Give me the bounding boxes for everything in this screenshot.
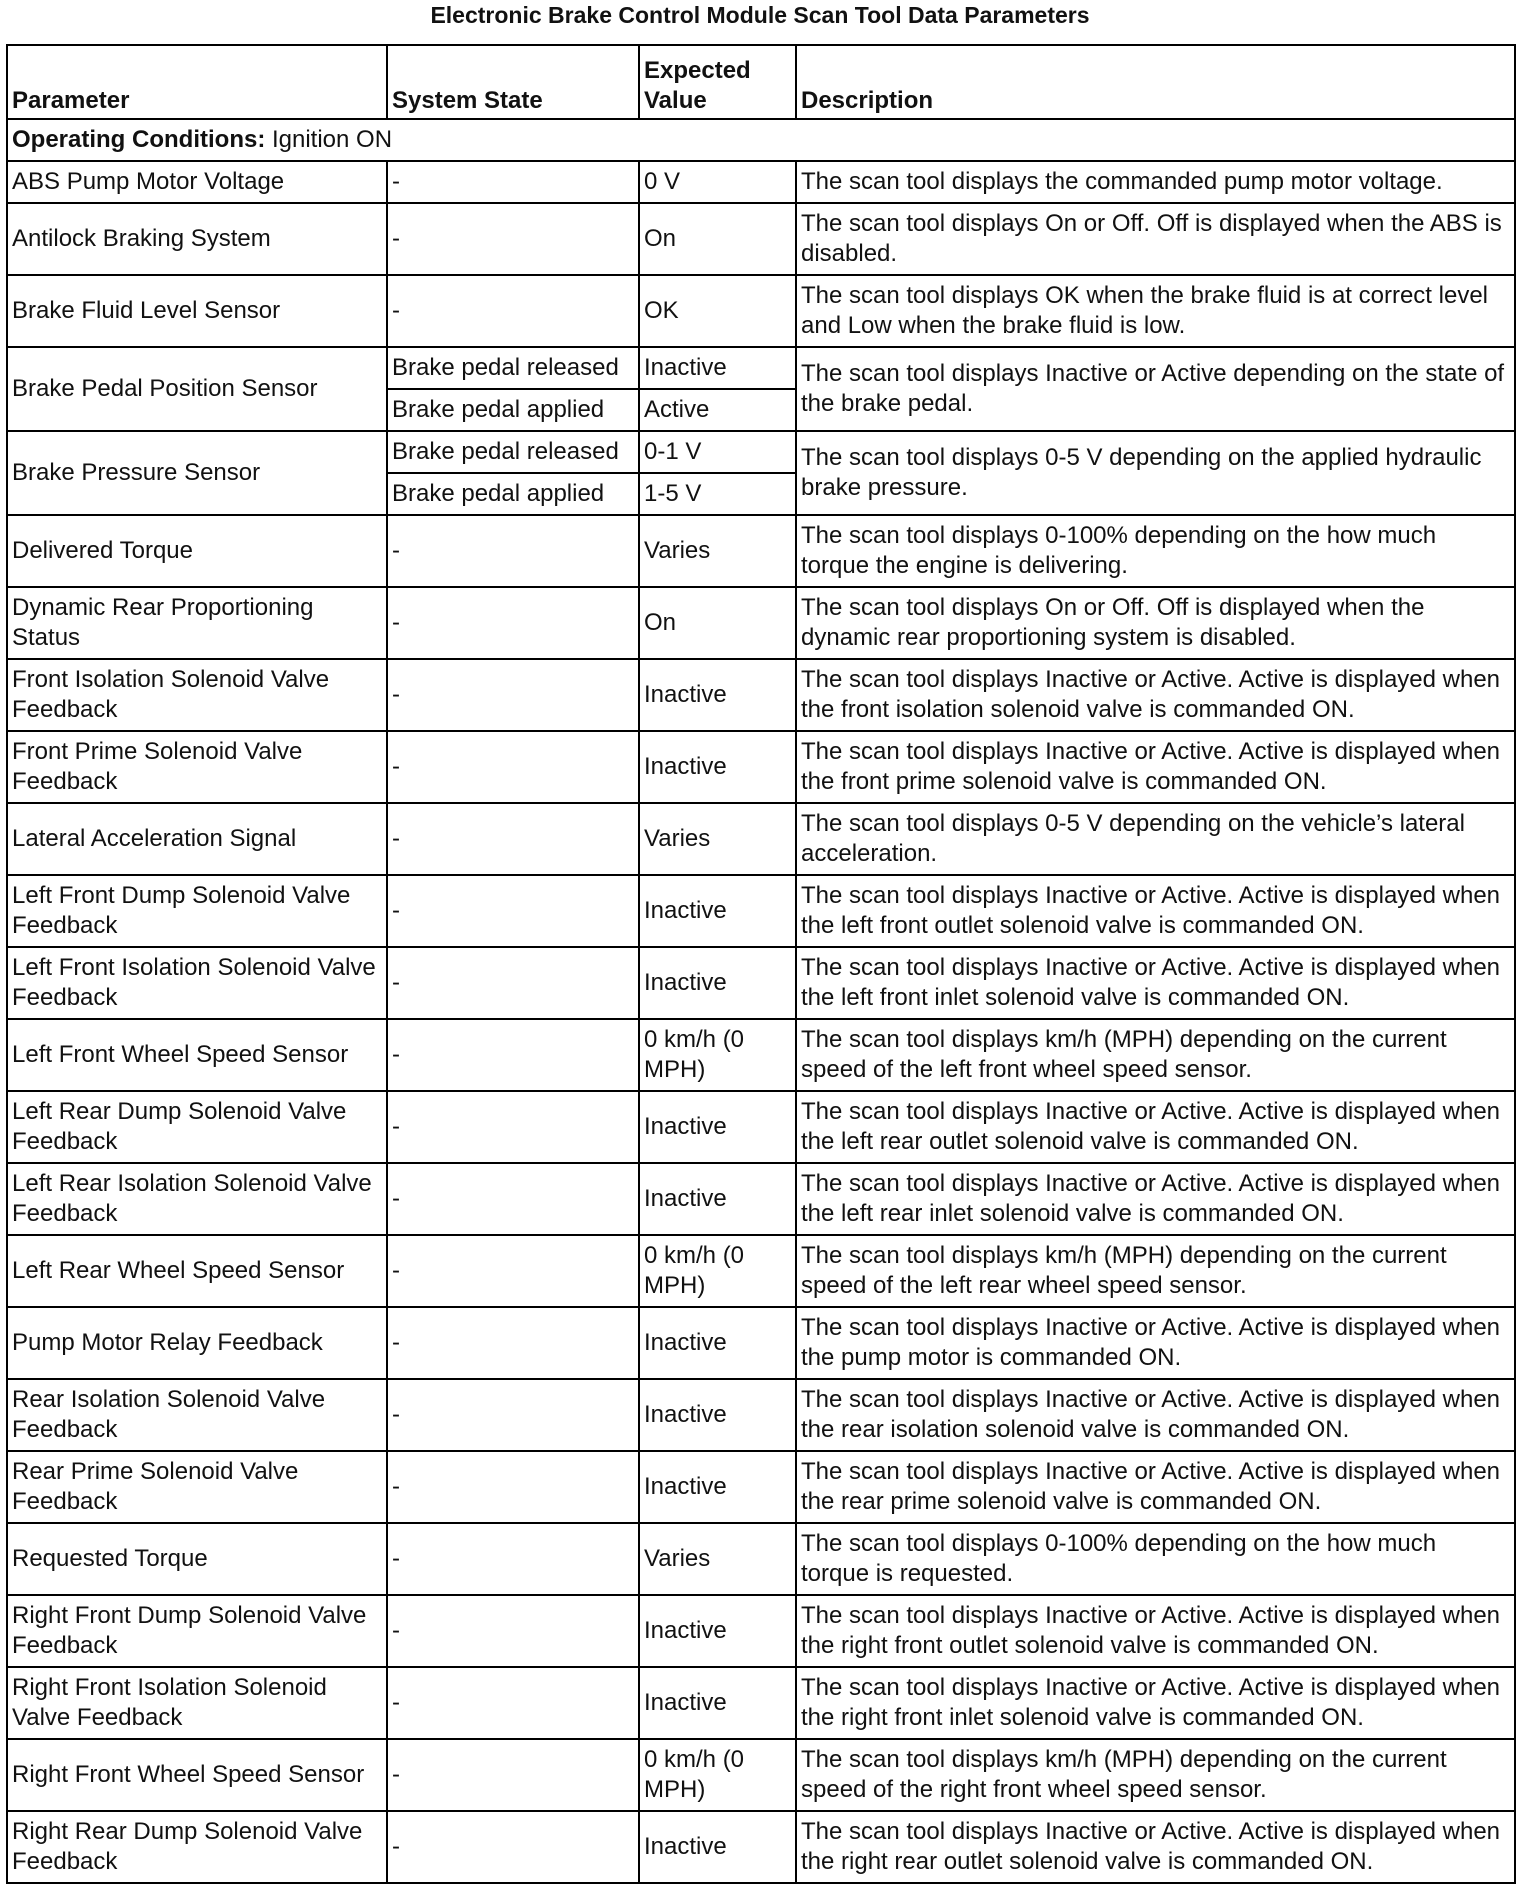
expected-value-cell: 0 km/h (0 MPH) (639, 1235, 796, 1307)
description-cell: The scan tool displays Inactive or Active. Active is displayed when the front prime solenoid valve is commanded ON. (796, 731, 1515, 803)
parameter-cell: Pump Motor Relay Feedback (7, 1307, 387, 1379)
system-state-cell: - (387, 203, 639, 275)
expected-value-cell: Inactive (639, 1595, 796, 1667)
table-row (7, 1379, 1515, 1451)
parameter-cell: Right Rear Dump Solenoid Valve Feedback (7, 1811, 387, 1883)
document-title: Electronic Brake Control Module Scan Tool Data Parameters (430, 2, 1090, 28)
description-cell: The scan tool displays Inactive or Active. Active is displayed when the rear isolation solenoid valve is commanded ON. (796, 1379, 1515, 1451)
header-description: Description (796, 45, 1515, 119)
description-cell: The scan tool displays 0-100% depending on the how much torque the engine is delivering. (796, 515, 1515, 587)
system-state-cell: - (387, 731, 639, 803)
system-state-cell: - (387, 587, 639, 659)
description-cell: The scan tool displays On or Off. Off is displayed when the dynamic rear proportioning system is disabled. (796, 587, 1515, 659)
system-state-cell: - (387, 161, 639, 203)
system-state-cell: - (387, 1235, 639, 1307)
expected-value-cell: 0 km/h (0 MPH) (639, 1019, 796, 1091)
parameter-cell: ABS Pump Motor Voltage (7, 161, 387, 203)
description-cell: The scan tool displays Inactive or Active. Active is displayed when the right rear outlet solenoid valve is commanded ON. (796, 1811, 1515, 1883)
table-row (7, 803, 1515, 875)
parameter-cell: Left Rear Wheel Speed Sensor (7, 1235, 387, 1307)
parameter-cell: Rear Prime Solenoid Valve Feedback (7, 1451, 387, 1523)
table-header-row (7, 45, 1515, 119)
parameter-cell: Right Front Wheel Speed Sensor (7, 1739, 387, 1811)
table-row (7, 347, 1515, 389)
description-cell: The scan tool displays the commanded pump motor voltage. (796, 161, 1515, 203)
description-cell: The scan tool displays Inactive or Active. Active is displayed when the right front outlet solenoid valve is commanded ON. (796, 1595, 1515, 1667)
system-state-cell: - (387, 1163, 639, 1235)
table-row (7, 1091, 1515, 1163)
expected-value-cell: Inactive (639, 875, 796, 947)
table-row (7, 1163, 1515, 1235)
system-state-cell: - (387, 659, 639, 731)
parameter-cell: Right Front Isolation Solenoid Valve Feedback (7, 1667, 387, 1739)
system-state-cell: - (387, 1811, 639, 1883)
description-cell: The scan tool displays Inactive or Active. Active is displayed when the right front inlet solenoid valve is commanded ON. (796, 1667, 1515, 1739)
parameter-cell: Left Front Wheel Speed Sensor (7, 1019, 387, 1091)
table-row (7, 659, 1515, 731)
system-state-cell: - (387, 1595, 639, 1667)
description-cell: The scan tool displays Inactive or Active. Active is displayed when the left front outlet solenoid valve is commanded ON. (796, 875, 1515, 947)
expected-value-cell: Varies (639, 1523, 796, 1595)
description-cell: The scan tool displays Inactive or Active. Active is displayed when the rear prime solenoid valve is commanded ON. (796, 1451, 1515, 1523)
system-state-cell: - (387, 1667, 639, 1739)
description-cell: The scan tool displays Inactive or Active depending on the state of the brake pedal. (796, 347, 1515, 431)
expected-value-cell: Inactive (639, 1307, 796, 1379)
description-cell: The scan tool displays Inactive or Active. Active is displayed when the front isolation solenoid valve is commanded ON. (796, 659, 1515, 731)
description-cell: The scan tool displays Inactive or Active. Active is displayed when the left front inlet solenoid valve is commanded ON. (796, 947, 1515, 1019)
table-row (7, 1451, 1515, 1523)
system-state-cell: - (387, 1739, 639, 1811)
parameter-cell: Delivered Torque (7, 515, 387, 587)
system-state-cell: - (387, 1523, 639, 1595)
expected-value-cell: Inactive (639, 1667, 796, 1739)
description-cell: The scan tool displays 0-5 V depending on the vehicle’s lateral acceleration. (796, 803, 1515, 875)
table-row (7, 1235, 1515, 1307)
header-expected-value (639, 45, 796, 119)
expected-value-cell: Active (639, 389, 796, 431)
table-row (7, 1307, 1515, 1379)
system-state-cell: - (387, 1307, 639, 1379)
table-row (7, 161, 1515, 203)
description-cell: The scan tool displays 0-100% depending on the how much torque is requested. (796, 1523, 1515, 1595)
description-cell: The scan tool displays Inactive or Active. Active is displayed when the pump motor is commanded ON. (796, 1307, 1515, 1379)
table-row (7, 731, 1515, 803)
parameter-cell: Brake Fluid Level Sensor (7, 275, 387, 347)
parameter-cell: Front Isolation Solenoid Valve Feedback (7, 659, 387, 731)
description-cell: The scan tool displays km/h (MPH) depending on the current speed of the left rear wheel speed sensor. (796, 1235, 1515, 1307)
parameter-cell: Brake Pressure Sensor (7, 431, 387, 515)
table-row (7, 947, 1515, 1019)
table-row (7, 587, 1515, 659)
description-cell: The scan tool displays Inactive or Active. Active is displayed when the left rear inlet solenoid valve is commanded ON. (796, 1163, 1515, 1235)
system-state-cell: - (387, 275, 639, 347)
table-row (7, 1739, 1515, 1811)
scan-tool-data-table (6, 44, 1516, 1884)
table-row (7, 1523, 1515, 1595)
parameter-cell: Left Rear Isolation Solenoid Valve Feedback (7, 1163, 387, 1235)
header-parameter: Parameter (7, 45, 387, 119)
expected-value-cell: Inactive (639, 731, 796, 803)
table-row (7, 275, 1515, 347)
parameter-cell: Dynamic Rear Proportioning Status (7, 587, 387, 659)
system-state-cell: Brake pedal applied (387, 389, 639, 431)
table-row (7, 515, 1515, 587)
description-cell: The scan tool displays km/h (MPH) depending on the current speed of the right front wheel speed sensor. (796, 1739, 1515, 1811)
operating-conditions-row (7, 119, 1515, 161)
expected-value-cell: Inactive (639, 947, 796, 1019)
table-row (7, 1595, 1515, 1667)
parameter-cell: Lateral Acceleration Signal (7, 803, 387, 875)
expected-value-cell: Inactive (639, 1451, 796, 1523)
system-state-cell: - (387, 875, 639, 947)
description-cell: The scan tool displays Inactive or Active. Active is displayed when the left rear outlet solenoid valve is commanded ON. (796, 1091, 1515, 1163)
parameter-cell: Antilock Braking System (7, 203, 387, 275)
expected-value-cell: Inactive (639, 1091, 796, 1163)
system-state-cell: Brake pedal applied (387, 473, 639, 515)
expected-value-cell: 0 V (639, 161, 796, 203)
system-state-cell: - (387, 803, 639, 875)
table-row (7, 431, 1515, 473)
system-state-cell: Brake pedal released (387, 347, 639, 389)
table-row (7, 203, 1515, 275)
system-state-cell: - (387, 1379, 639, 1451)
expected-value-cell: On (639, 587, 796, 659)
header-expected-value-line1: Expected (644, 57, 751, 84)
parameter-cell: Rear Isolation Solenoid Valve Feedback (7, 1379, 387, 1451)
system-state-cell: - (387, 947, 639, 1019)
expected-value-cell: Inactive (639, 659, 796, 731)
description-cell: The scan tool displays OK when the brake fluid is at correct level and Low when the brake fluid is low. (796, 275, 1515, 347)
expected-value-cell: Inactive (639, 347, 796, 389)
operating-conditions-label: Operating Conditions: (12, 126, 266, 153)
system-state-cell: - (387, 1451, 639, 1523)
description-cell: The scan tool displays km/h (MPH) depending on the current speed of the left front wheel speed sensor. (796, 1019, 1515, 1091)
description-cell: The scan tool displays On or Off. Off is displayed when the ABS is disabled. (796, 203, 1515, 275)
expected-value-cell: On (639, 203, 796, 275)
parameter-cell: Left Front Dump Solenoid Valve Feedback (7, 875, 387, 947)
expected-value-cell: OK (639, 275, 796, 347)
parameter-cell: Left Front Isolation Solenoid Valve Feedback (7, 947, 387, 1019)
system-state-cell: - (387, 515, 639, 587)
table-row (7, 1811, 1515, 1883)
table-row (7, 1019, 1515, 1091)
parameter-cell: Requested Torque (7, 1523, 387, 1595)
parameter-cell: Right Front Dump Solenoid Valve Feedback (7, 1595, 387, 1667)
system-state-cell: - (387, 1019, 639, 1091)
expected-value-cell: Inactive (639, 1811, 796, 1883)
expected-value-cell: Inactive (639, 1163, 796, 1235)
expected-value-cell: Inactive (639, 1379, 796, 1451)
expected-value-cell: 0 km/h (0 MPH) (639, 1739, 796, 1811)
table-row (7, 1667, 1515, 1739)
expected-value-cell: Varies (639, 515, 796, 587)
header-expected-value-line2: Value (644, 87, 707, 114)
parameter-cell: Left Rear Dump Solenoid Valve Feedback (7, 1091, 387, 1163)
parameter-cell: Front Prime Solenoid Valve Feedback (7, 731, 387, 803)
expected-value-cell: 0-1 V (639, 431, 796, 473)
expected-value-cell: 1-5 V (639, 473, 796, 515)
expected-value-cell: Varies (639, 803, 796, 875)
operating-conditions-cell (7, 119, 1515, 161)
system-state-cell: Brake pedal released (387, 431, 639, 473)
description-cell: The scan tool displays 0-5 V depending on the applied hydraulic brake pressure. (796, 431, 1515, 515)
system-state-cell: - (387, 1091, 639, 1163)
table-row (7, 875, 1515, 947)
parameter-cell: Brake Pedal Position Sensor (7, 347, 387, 431)
operating-conditions-value: Ignition ON (265, 126, 393, 153)
header-system-state: System State (387, 45, 639, 119)
